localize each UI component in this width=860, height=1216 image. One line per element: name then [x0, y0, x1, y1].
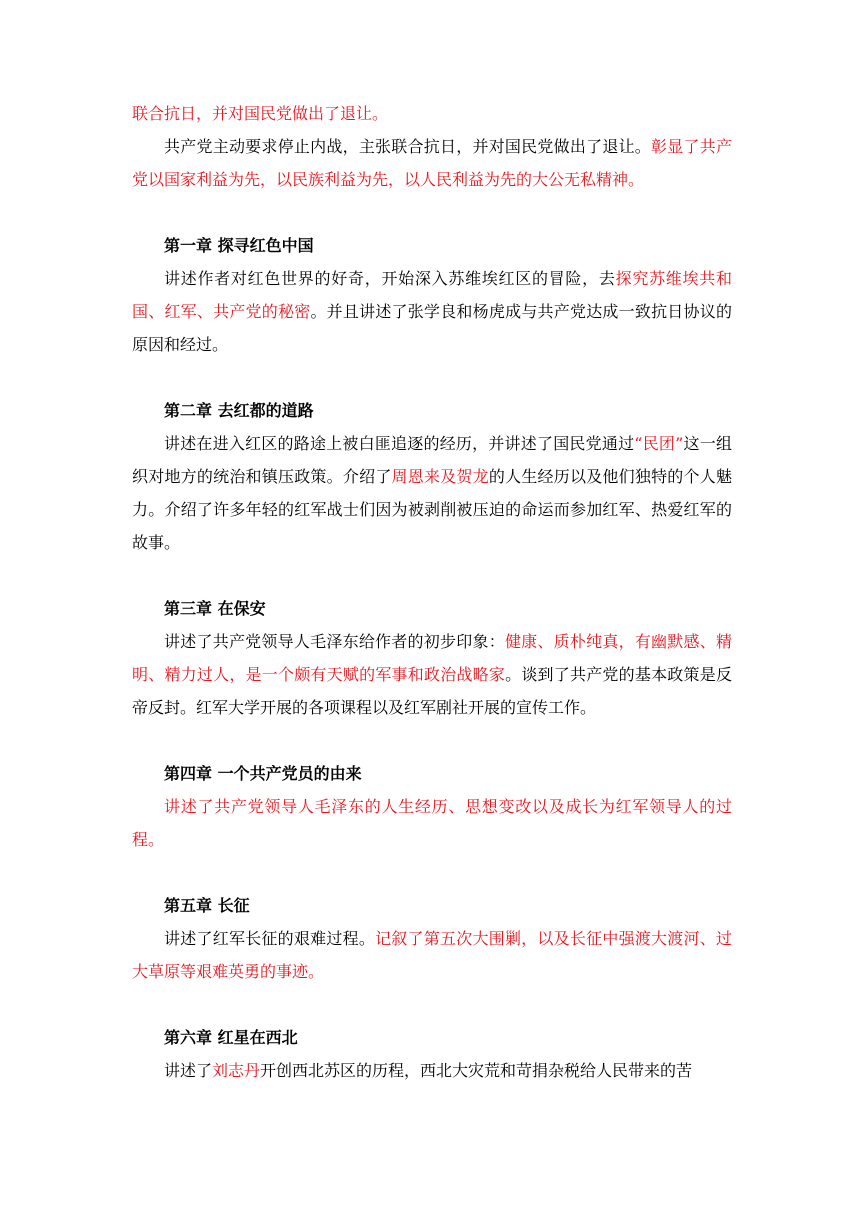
red-highlight: 健康、质朴纯真，有幽默感、精明、精力过人，是一个颇有天赋的军事和政治战略家: [132, 632, 732, 684]
paragraph-text: 共产党主动要求停止内战，主张联合抗日，并对国民党做出了退让。: [164, 137, 652, 156]
paragraph-text: 讲述作者对红色世界的好奇，开始深入苏维埃红区的冒险，去: [164, 269, 616, 288]
section-spacer: [132, 196, 732, 229]
section-spacer: [132, 988, 732, 1021]
paragraph-text: 讲述了: [164, 1061, 213, 1080]
chapter-6-summary: [132, 1054, 732, 1087]
paragraph-text: 讲述了红军长征的艰难过程。: [164, 929, 376, 948]
chapter-3-title: 第三章 在保安: [164, 599, 266, 618]
chapter-3-summary: [132, 625, 732, 724]
document-body: [132, 97, 732, 1087]
intro-continuation: [132, 97, 732, 130]
section-spacer: [132, 724, 732, 757]
paragraph-text: 。并且讲述了张学良和杨虎成与共产党达成一致抗日协议的原因和经过。: [132, 302, 732, 354]
paragraph-text: 这一组织对地方的统治和镇压政策。介绍了: [132, 434, 732, 486]
red-highlight: 彰显了共产党以国家利益为先，以民族利益为先，以人民利益为先的大公无私精神。: [132, 137, 732, 189]
chapter-2-title: 第二章 去红都的道路: [164, 401, 314, 420]
section-spacer: [132, 856, 732, 889]
paragraph-text: 开创西北苏区的历程，西北大灾荒和苛捐杂税给人民带来的苦: [260, 1061, 693, 1080]
chapter-4-title: 第四章 一个共产党员的由来: [164, 764, 362, 783]
section-spacer: [132, 559, 732, 592]
chapter-6-title: 第六章 红星在西北: [164, 1028, 298, 1047]
paragraph-text: 。谈到了共产党的基本政策是反帝反封。红军大学开展的各项课程以及红军剧社开展的宣传工作。: [132, 665, 732, 717]
red-highlight: 探究苏维埃共和国、红军、共产党的秘密: [132, 269, 732, 321]
section-spacer: [132, 361, 732, 394]
red-highlight: 刘志丹: [212, 1061, 261, 1080]
paragraph-text: 讲述在进入红区的路途上被白匪追逐的经历，并讲述了国民党通过: [164, 434, 635, 453]
chapter-5-title: 第五章 长征: [164, 896, 250, 915]
paragraph-text: 的人生经历以及他们独特的个人魅力。介绍了许多年轻的红军战士们因为被剥削被压迫的命运而参加红军、热爱红军的故事。: [132, 467, 732, 552]
chapter-5-summary: [132, 922, 732, 988]
red-highlight: 联合抗日，并对国民党做出了退让。: [132, 104, 389, 123]
red-highlight: “民团”: [634, 434, 684, 453]
red-highlight: 记叙了第五次大围剿，以及长征中强渡大渡河、过大草原等艰难英勇的事迹。: [132, 929, 732, 981]
chapter-1-summary: [132, 262, 732, 361]
intro-paragraph: [132, 130, 732, 196]
chapter-2-summary: [132, 427, 732, 559]
chapter-4-summary: [132, 790, 732, 856]
chapter-1-title: 第一章 探寻红色中国: [164, 236, 314, 255]
red-highlight: 周恩来及贺龙: [391, 467, 489, 486]
red-highlight: 讲述了共产党领导人毛泽东的人生经历、思想变改以及成长为红军领导人的过程。: [132, 797, 732, 849]
paragraph-text: 讲述了共产党领导人毛泽东给作者的初步印象：: [164, 632, 505, 651]
